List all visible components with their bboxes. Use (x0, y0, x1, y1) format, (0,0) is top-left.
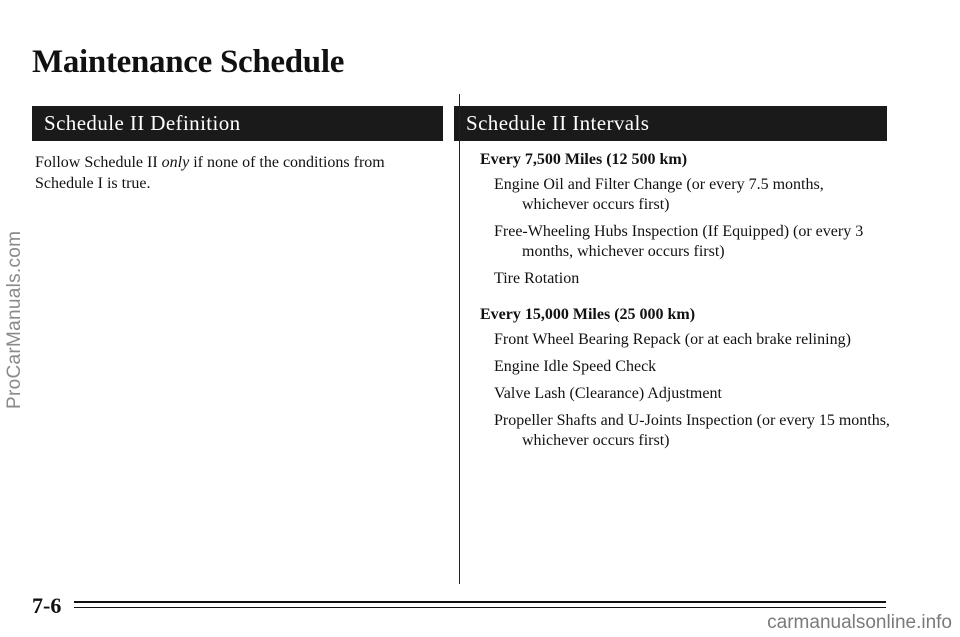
section-heading-definition: Schedule II Definition (32, 106, 443, 141)
list-item: Free-Wheeling Hubs Inspection (If Equipped) (or every 3 months, whichever occurs first) (494, 223, 864, 260)
watermark-text: ProCarManuals.com (4, 230, 25, 410)
interval-heading: Every 15,000 Miles (25 000 km) (480, 306, 696, 323)
interval-group (480, 150, 890, 289)
definition-paragraph (35, 152, 445, 194)
column-divider (459, 94, 460, 584)
footer-rule-thin (74, 607, 886, 608)
list-item: Propeller Shafts and U-Joints Inspection (or every 15 months, whichever occurs first) (494, 412, 890, 449)
interval-group (480, 305, 890, 451)
page-title: Maintenance Schedule (32, 44, 345, 80)
definition-emphasis: only (161, 154, 190, 171)
definition-text-end: if none of the conditions from Schedule I is true. (35, 154, 385, 192)
list-item: Engine Idle Speed Check (494, 358, 657, 375)
footer-rule (74, 601, 886, 603)
footer-site-watermark: carmanualsonline.info (767, 612, 952, 633)
list-item: Tire Rotation (494, 270, 580, 287)
interval-heading: Every 7,500 Miles (12 500 km) (480, 151, 688, 168)
section-heading-intervals: Schedule II Intervals (454, 106, 887, 141)
definition-text-start: Follow Schedule II (35, 154, 162, 171)
list-item: Front Wheel Bearing Repack (or at each brake relining) (494, 331, 851, 348)
intervals-list (480, 150, 890, 467)
page-number: 7-6 (32, 593, 62, 618)
list-item: Valve Lash (Clearance) Adjustment (494, 385, 722, 402)
list-item: Engine Oil and Filter Change (or every 7.5 months, whichever occurs first) (494, 176, 824, 213)
